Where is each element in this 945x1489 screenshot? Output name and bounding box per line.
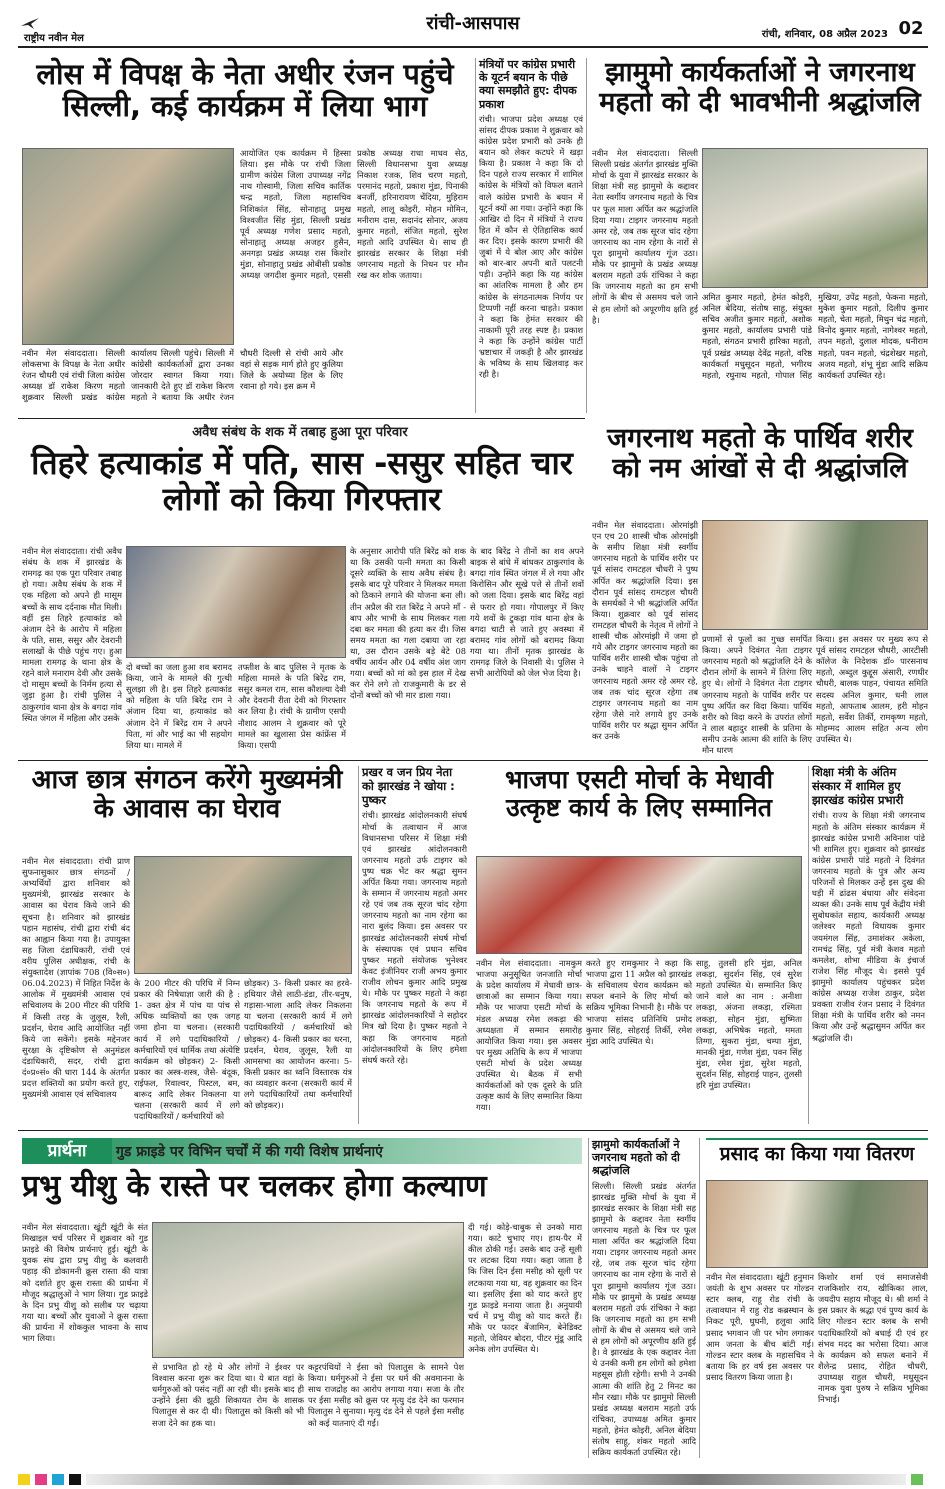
photo-jmm-tribute xyxy=(702,148,928,288)
story9-frame xyxy=(808,766,928,1124)
story-adhir-body: आयोजित एक कार्यक्रम में हिस्सा लिया। इस मौके पर रांची जिला ग्रामीण कांग्रेस जिला उपाध्यक्ष नगेंद्र नाथ गोस्वामी, जिला सचिव कार्तिक चन्द्र महतो, जिला महासचिव निशिकांत सिंह, सोनाहातु प्रमुख विश्वजीत सिंह मुंडा, सिल्ली प्रखंड पूर्व अध्यक्ष गणेश प्रसाद महतो, सोनाहातु अध्यक्ष अजहर हुसैन, अनगड़ा प्रखंड अध्यक्ष रास किशोर मुंडा, सोनाहातु प्रखंड ओबीसी प्रकोष्ठ अध्यक्ष जगदीश कुमार महतो, एससी प्रकोष्ठ अध्यक्ष राधा माधव सेठ, सिल्ली विधानसभा युवा अध्यक्ष निकाश रजक, शिव चरण महतो, परमानंद महतो, प्रकाश मुंडा, पिनाकी बनर्जी, हरिनारायण चेंदिया, मुहिराम महतो, लालू कोइरी, मोहन मोमिन, मनीराम दास, सदानंद सोनार, अजय कुमार महतो, संजित महतो, सुरेश महतो आदि उपस्थित थे। साथ ही झारखंड सरकार के शिक्षा मंत्री जगरनाथ महतो के निधन पर मौन रख कर शोक जताया। xyxy=(240,148,468,281)
bird-logo-icon xyxy=(20,16,40,30)
page-number: 02 xyxy=(898,18,924,39)
prayer-tag: प्रार्थना xyxy=(22,1138,112,1164)
color-bar-magenta xyxy=(35,1474,47,1485)
color-bar-yellow xyxy=(18,1474,30,1485)
photo-prasad-distribution xyxy=(706,1180,928,1268)
story2-frame xyxy=(475,58,587,413)
story-jmm-body: नवीन मेल संवाददाता। सिल्ली सिल्ली प्रखंड अंतर्गत झारखंड मुक्ति मोर्चा के युवा में झारखंड सरकार के शिक्षा मंत्री सह झामुमो के कद्दावर नेता स्वर्गीय जगरनाथ महतो के चित्र पर फूल माला अर्पित कर श्रद्धांजलि दिया गया। टाइगर जगरनाथ महतो अमर रहे, जब तक सूरज चांद रहेगा जगरनाथ का नाम रहेगा के नारों से पूरा झामुमो कार्यालय गूंज उठा। मौके पर झामुमो के प्रखंड अध्यक्ष बलराम महतो उर्फ रांचिका ने कहा कि जगरनाथ महतो का हम सभी लोगों के बीच से असमय चले जाने से हम लोगों को अपूरणीय क्षति हुई है। xyxy=(592,148,698,325)
dateline: रांची, शनिवार, 08 अप्रैल 2023 xyxy=(761,29,888,40)
color-bar-black xyxy=(69,1474,81,1485)
kicker-triple-murder: अवैध संबंध के शक में तबाह हुआ पूरा परिवार xyxy=(192,425,408,440)
story-gf-col2: से प्रभावित हो रहे थे और लोगों ने ईश्वर पर विश्वास करना शुरू कर दिया था। ये बात वहां के धर्मगुरुओं को पसंद नहीं आ रही थी। इसके बाद ही उन्होंने ईसा की झूठी शिकायत रोम के शासक पिलातुस से कर दी थी। पिलातुस को किसी को भी सजा देने का हक था। xyxy=(152,1362,304,1428)
headline-bjp-st-morcha: भाजपा एसटी मोर्चा के मेधावी उत्कृष्ट कार्य के लिए सम्मानित xyxy=(504,765,774,822)
footer-color-strip xyxy=(18,1470,928,1482)
story-murder-col2: दो बच्चों का जला हुआ शव बरामद किया, जाने के मामले की गुत्थी सुलझा ली है। इस तिहरे हत्याकांड को महिला के पति बिरेंद्र राम ने अंजाम दिया था, हत्याकांड को अंजाम देने में बिरेंद्र राम ने अपने पिता, मां और भाई का भी सहयोग लिया था। मामले में xyxy=(126,662,232,750)
story-deepak-body: रांची। भाजपा प्रदेश अध्यक्ष एवं सांसद दीपक प्रकाश ने शुक्रवार को कांग्रेस प्रदेश प्रभारी को उनके ही बयान को लेकर कटघरे में खड़ा किया है। प्रकाश ने कहा कि दो दिन पहले राज्य सरकार में शामिल कांग्रेस के मंत्रियों को विफल बताने वाले कांग्रेस प्रभारी के बयान में यूटर्न क्यों आ गया। उन्होंने कहा कि आखिर दो दिन में मंत्रियों ने राज्य हित में कौन से ऐतिहासिक कार्य कर दिए। इसके कारण प्रभारी की जुबां में ये बोल आए और कांग्रेस को बार-बार अपनी बातें पलटनी पड़ी। उन्होंने कहा कि यह कांग्रेस का आंतरिक मामला है और हम कांग्रेस के संगठनात्मक निर्णय पर टिप्पणी नहीं करना चाहते। प्रकाश ने कहा कि हेमंत सरकार की नाकामी पूरी तरह स्पष्ट है। प्रकाश ने कहा कि उन्होंने कांग्रेस पार्टी भ्रष्टाचार में जकड़ी है और झारखंड के भविष्य के साथ खिलवाड़ कर रही है। xyxy=(479,113,583,380)
story-mortal-col3: किया। इस अवसर पर मुख्य रूप से पूर्व सांसद रामटहल चौधरी, आरटीसी कॉलेज के निदेशक डॉ० पारसनाथ महतो, अब्दुल कुद्दूस अंसारी, रणधीर चौधरी, बालक पाहन, पंचायत समिति सदस्य अनिल कुमार, धनी लाल महतो, आफताब आलम, हरी मोहन महतो, सर्वेश तिर्की, रामकृष्ण महतो, मोहम्मद आलम सहित अन्य लोग उपस्थित थे। xyxy=(816,634,928,744)
divider-1 xyxy=(18,418,585,419)
masthead-rule xyxy=(18,46,928,48)
photo-murder-accused xyxy=(126,546,346,658)
headline-mortal-remains: जगरनाथ महतो के पार्थिव शरीर को नम आंखों से दी श्रद्धांजलि xyxy=(607,423,913,485)
photo-gherao-street xyxy=(134,856,352,974)
photo-good-friday xyxy=(152,1222,464,1358)
kicker-good-friday: गुड फ्राइडे पर विभिन चर्चों में की गयी विशेष प्रार्थनाएं xyxy=(116,1144,383,1160)
headline-jmm-silli: झामुमो कार्यकर्ताओं ने जगरनाथ महतो को दी श्रद्धांजलि xyxy=(592,1138,680,1178)
story-bjp-col1: नवीन मेल संवाददाता। नामकुम भाजपा अनुसूचित जनजाति मोर्चा के प्रदेश कार्यालय में मेधावी छात्र-छात्राओं का सम्मान किया गया। मौके पर भाजपा एसटी मोर्चा के मंडल अध्यक्ष रमेश लकड़ा की अध्यक्षता में सम्मान समारोह आयोजित किया गया। इस अवसर पर मुख्य अतिथि के रूप में भाजपा एसटी मोर्चा के प्रदेश अध्यक्ष उपस्थित थे। बैठक में सभी कार्यकर्ताओं को एक दूसरे के प्रति उत्कृष्ट कार्य के लिए सम्मानित किया गया। xyxy=(476,958,582,1113)
headline-pushkar: प्रखर व जन प्रिय नेता को झारखंड ने खोया : पुष्कर xyxy=(362,765,455,807)
story-gf-col4: दी गई। कोड़े-चाबुक से उनको मारा गया। काटे चुभाए गए। हाथ-पैर में कील ठोकी गई। उसके बाद उन्हें सूली पर लटका दिया गया। कहा जाता है कि जिस दिन ईसा मसीह को सूली पर लटकाया गया था, वह शुक्रवार का दिन था। इसलिए ईसा को याद करते हुए गुड फ्राइडे मनाया जाता है। अनुयायी चर्च में प्रभु यीशु को याद करते हैं। मौके पर फादर बेंजामिन, बेनेडिक्ट महतो, जेवियर बोदरा, पीटर मुंडू आदि अनेक लोग उपस्थित थे। xyxy=(468,1222,582,1355)
story-murder-col4: के अनुसार आरोपी पति बिरेंद्र को शक था कि उसकी पत्नी ममता का किसी दूसरे व्यक्ति के साथ अवैध संबंध है। इसके बाद पूरे परिवार ने मिलकर ममता को ठिकाने लगाने की योजना बना ली। तीन अप्रैल की रात बिरेंद्र ने अपने माँ - बाप और भाभी के साथ मिलकर गला दबा कर ममता की हत्या कर दी। जिस समय ममता का गला दबाया जा रहा था, उस दौरान उसके बड़े बेटे 08 वर्षीय आर्यन और 04 वर्षीय अंश जाग गया। बच्चों को मां को इस हाल में देख कर रोने लगे तो राजकुमारी के डर से दोनों बच्चों को भी मार डाला गया। xyxy=(350,546,466,701)
photo-adhir-ranjan xyxy=(22,148,234,345)
story11-frame xyxy=(588,1138,700,1458)
section-title: रांची-आसपास xyxy=(426,13,520,34)
story-pushkar-body: रांची। झारखंड आंदोलनकारी संघर्ष मोर्चा के तत्वाधान में आज विधानसभा परिसर में शिक्षा मंत्री एवं झारखंड आंदोलनकारी जगरनाथ महतो उर्फ टाइगर को पुष्प चक्र भेंट कर श्रद्धा सुमन अर्पित किया गया। जगरनाथ महतो के सम्मान में जगरनाथ महतो अमर रहे एवं जब तक सूरज चांद रहेगा जगरनाथ महतो का नाम रहेगा का नारा बुलंद किया। इस अवसर पर झारखंड आंदोलनकारी संघर्ष मोर्चा के संस्थापक एवं प्रधान सचिव पुष्कर महतो संयोजक भुनेश्वर केवट इंजीनियर राजी अभय कुमार राजीव लोचन कुमार आदि प्रमुख थे। मौके पर पुष्कर महतो ने कहा कि जगरनाथ महतो के रूप में झारखंड आंदोलनकारियों ने सहोदर मित्र खो दिया है। पुष्कर महतो ने कहा कि जगरनाथ महतो आंदोलनकारियों के लिए हमेशा संघर्ष करते रहे। xyxy=(362,810,467,1065)
headline-prasad: प्रसाद का किया गया वितरण xyxy=(706,1138,928,1174)
story-bjp-col3: साहू, तुलसी हरि मुंडा, अनिल लकड़ा, सुदर्शन सिंह, एवं सुरेश महतो उपस्थित थे। सम्मानित किए जाने वाले का नाम : अनीशा लकड़ा, अंजना लकड़ा, रश्मिता लकड़ा, सोहन मुंडा, सुष्मिता लकड़ा, अभिषेक महतो, ममता तिग्गा, सुकरा मुंडा, चम्पा मुंडा, मानकी मुंडा, गणेश मुंडा, पवन सिंह मुंडा, रमेश मुंडा, सुरेश महतो, सुदर्शन सिंह, सोहराई पाहन, तुलसी हरि मुंडा उपस्थित। xyxy=(696,958,802,1091)
headline-good-friday: प्रभु यीशु के रास्ते पर चलकर होगा कल्याण xyxy=(22,1169,487,1204)
photo-mortal-remains xyxy=(702,520,928,630)
story-prasad-col2: किशोर शर्मा एवं समाजसेवी राजकिशोर राय, खीकिका लाल, जयदीप सहाय मौजूद थे। श्री शर्मा ने इस प्रकार के श्रद्धा एवं पुण्य कार्य के लिए गोल्डन स्टार क्लब के सभी पदाधिकारियों को बधाई दी एवं हर संभव मदद का भरोसा दिया। आज के कार्यक्रम को सफल बनाने में शैलेन्द्र प्रसाद, रोहित चौधरी, उपाध्यक्ष राहुल चौधरी, मधुसूदन नामक युवा पुरुष ने सक्रिय भूमिका निभाई। xyxy=(818,1272,928,1405)
headline-deepak-prakash: मंत्रियों पर कांग्रेस प्रभारी के यूटर्न बयान के पीछे क्या समझौते हुए: दीपक प्रकाश xyxy=(479,58,577,111)
story-bjp-col2: करते हुए रामकुमार ने कहा कि भाजपा द्वारा 11 अप्रैल को झारखंड के सचिवालय घेराव कार्यक्रम को सफल बनाने के लिए मोर्चा को सक्रिय भूमिका निभानी है। मौके पर भाजपा सांसद प्रतिनिधि प्रमोद कुमार सिंह, सोहराई तिर्की, रमेश मुंडा आदि उपस्थित थे। xyxy=(586,958,692,1046)
story-mortal-col2: प्रणामों से फूलों का गुच्छ समर्पित किया। अपने दिवंगत नेता टाइगर जगरनाथ महतो को श्रद्धांजलि देने के दौरान लोगों के सामने में तिरंगा लिए हुए थे। लोगों ने दिवंगत नेता टाइगर जगरनाथ महतो के पार्थिव शरीर पर पुष्प अर्पित कर विदा किया। पार्थिव शरीर को विदा करने के उपरांत लोगों ने लाल बहादुर शास्त्री के प्रतिमा के समीप उनके आत्मा की शांति के लिए मौन धारण xyxy=(702,634,812,756)
divider-2 xyxy=(18,760,928,761)
story-murder-col3: तफ्तीश के बाद पुलिस ने मृतक के महिला मामले के पति बिरेंद्र राम, ससुर कमल राम, सास कौशल्या देवी और देवरानी रीता देवी को गिरफ्तार कर लिया है। रांची के ग्रामीण एसपी नौशाद आलम ने शुक्रवार को पूरे मामले का खुलासा प्रेस कांफ्रेंस में किया। एसपी xyxy=(238,662,346,750)
story-gherao-col2: के 200 मीटर की परिधि में निम्न प्रकार की निषेधाज्ञा जारी की है : 1- उक्त क्षेत्र में पांच या पांच से अधिक व्यक्तियों का एक जगह जमा होना या चलना। (सरकारी कार्य में लगे पदाधिकारियों / कर्मचारियों एवं धार्मिक तथा अंत्येष्टि कार्यक्रम को छोड़कर) 2- किसी प्रकार का अस्त्र-शस्त्र, जैसे- बंदूक, राईफल, रिवाल्वर, पिस्टल, बम, बारूद आदि लेकर निकलना या चलना (सरकारी कार्य में लगे पदाधिकारियों / कर्मचारियों को xyxy=(134,978,240,1122)
story-jmm-caption: अमित कुमार महतो, हेमंत कोइरी, अनिल बेदिया, संतोष साहू, संयुक्त सचिव अजीत कुमार महतो, अशोक कुमार महतो, कार्यालय प्रभारी पांडे महतो, संगठन प्रभारी हारिका महतो, पूर्व प्रखंड अध्यक्ष देवेंद्र महतो, वरिष्ठ कार्यकर्ता मधुसूदन महतो, भगीरथ महतो, रघुनाथ महतो, गोपाल सिंह मुखिया, उपेंद्र महतो, फेकना महतो, मुकेश कुमार महतो, दिलीप कुमार महतो, चेता महतो, मिथुन चंद्र महतो, विनोद कुमार महतो, नागेश्वर महतो, तपन महतो, दुलाल मोदक, धनीराम महतो, पवन महतो, चंद्रशेखर महतो, अजय महतो, शंभू मुंडा आदि सक्रिय कार्यकर्ता उपस्थित रहे। xyxy=(702,292,928,380)
story-gf-col1: नवीन मेल संवाददाता। खूंटी खूंटी के संत मिखाइल चर्च परिसर में शुक्रवार को गुड फ्राइडे की विशेष प्रार्थनाएं हुई। खूंटी के युवक संघ द्वारा प्रभु यीशु के कलवारी पहाड़ की डोकामनी क्रूस रास्ता की यात्रा को दर्शाते हुए क्रूस रास्ता की प्रार्थना में मौजूद श्रद्धालुओं ने भाग लिया। गुड फ्राइडे के दिन प्रभु यीशु को सलीब पर चढ़ाया गया था। बच्चों और युवाओं ने क्रूस रास्ता की प्रार्थना में शोककुल भावना के साथ भाग लिया। xyxy=(22,1222,148,1344)
divider-3 xyxy=(18,1130,928,1131)
story-murder-col5: के बाद बिरेंद्र ने तीनों का शव अपने बाइक से बांधे में बांधकर ठाकुरगांव के बगदा गांव स्थित जंगल में ले गया और किरोसिन और सूखे पत्ते से तीनों शवों को जला दिया। इसके बाद बिरेंद्र वहां से फरार हो गया। गोपालपुर में किए गये शवों के टुकड़ा गांव थाना क्षेत्र के बगदा चाटी से जाते हुए अवस्था में बरामद गांव लोगों को बरामद किया गया था। तीनों मृतक झारखंड के रामगढ़ जिले के निवासी थे। पुलिस ने सभी आरोपियों को जेल भेज दिया है। xyxy=(470,546,584,679)
story-prasad-col1: नवीन मेल संवाददाता। खूंटी हनुमान जयंती के शुभ अवसर पर गोल्डन स्टार क्लब, राहू रोड रांची के तत्वावधान में राहु रोड कब्रस्थान के निकट पूरी, घुघनी, हलुवा आदि प्रसाद भगवान जी पर भोग लगाकर आम जनता के बीच बांटी गई। गोल्डन स्टार क्लब के महासचिव ने बताया कि हर वर्ष इस अवसर पर प्रसाद वितरण किया जाता है। xyxy=(706,1272,814,1382)
headline-triple-murder: तिहरे हत्याकांड में पति, सास -ससुर सहित चार लोगों को किया गिरफ्तार xyxy=(31,444,573,518)
headline-students-gherao: आज छात्र संगठन करेंगे मुख्यमंत्री के आवास का घेराव xyxy=(31,765,343,825)
story-jmm-silli-body: सिल्ली। सिल्ली प्रखंड अंतर्गत झारखंड मुक्ति मोर्चा के युवा में झारखंड सरकार के शिक्षा मंत्री सह झामुमो के कद्दावर नेता स्वर्गीय जगरनाथ महतो के चित्र पर फूल माला अर्पित कर श्रद्धांजलि दिया गया। टाइगर जगरनाथ महतो अमर रहे, जब तक सूरज चांद रहेगा जगरनाथ का नाम रहेगा के नारों से पूरा झामुमो कार्यालय गूंज उठा। मौके पर झामुमो के प्रखंड अध्यक्ष बलराम महतो उर्फ रांचिका ने कहा कि जगरनाथ महतो का हम सभी लोगों के बीच से असमय चले जाने से हम लोगों को अपूरणीय क्षति हुई है। वे झारखंड के एक कद्दावर नेता थे उनकी कमी हम लोगों को हमेशा महसूस होती रहेगी। सभी ने उनकी आत्मा की शांति हेतु 2 मिनट का मौन रखा। मौके पर झामुमो सिल्ली प्रखंड अध्यक्ष बलराम महतो उर्फ रांचिका, उपाध्यक्ष अमित कुमार महतो, हेमंत कोइरी, अनिल बेदिया संतोष साहू, शंकर महतो आदि सक्रिय कार्यकर्ता उपस्थित रहे। xyxy=(592,1180,696,1458)
story-mortal-col1: नवीन मेल संवाददाता। ओरमांझी एन एच 20 शास्त्री चौक ओरमांझी के समीप शिक्षा मंत्री स्वर्गीय जगरनाथ महतो के पार्थिव शरीर पर पूर्व सांसद रामटहल चौधरी ने पुष्प अर्पित कर श्रद्धांजलि दिया। इस दौरान पूर्व सांसद रामटहल चौधरी के समर्थकों ने भी श्रद्धांजलि अर्पित किया। शुक्रवार को पूर्व सांसद रामटहल चौधरी के नेतृत्व में लोगों ने शास्त्री चौक ओरमांझी में जमा हो गये और टाइगर जगरनाथ महतो का पार्थिव शरीर शास्त्री चौक पहुंचा तो उनके चाहने वालों ने टाइगर जगरनाथ महतो अमर रहे अमर रहे, जब तक चांद सूरज रहेगा तब टाइगर जगरनाथ महतो का नाम रहेगा जैसे नारे लगाये हुए उनके पार्थिव शरीर पर श्रद्धा सुमन अर्पित कर उनके xyxy=(592,520,698,742)
color-bar-green xyxy=(911,1474,923,1485)
masthead xyxy=(18,14,928,44)
story-adhir-caption: नवीन मेल संवाददाता। सिल्ली लोकसभा के विपक्ष के नेता अधीर रंजन चौधरी एवं रांची जिला कांग्रेस अध्यक्ष डॉ राकेश किरण महतो शुक्रवार सिल्ली प्रखंड कांग्रेस कार्यालय सिल्ली पहुंचे। सिल्ली में कांग्रेसी कार्यकर्ताओं द्वारा उनका जोरदार स्वागत किया गया। जानकारी देते हुए डॉ राकेश किरण महतो ने बताया कि अधीर रंजन चौधरी दिल्ली से रांची आये और वहां से सड़क मार्ग होते हुए कुलिया जिले के अयोध्या हिल के लिए रवाना हो गये। इस क्रम में xyxy=(22,348,343,403)
story7-frame xyxy=(358,766,470,1124)
story-gf-col3: कट्टरपंथियों ने ईसा को पिलातुस के सामने पेश किया। धर्मगुरुओं ने ईसा पर धर्म की अवमानना के साथ राजद्रोह का आरोप लगाया गया। सजा के तौर पर ईसा मसीह को क्रूस पर मृत्यु दंड देने का फरमान पिलातुस ने सुनाया। मृत्यु दंड देने से पहले ईसा मसीह को कई यातनाएं दी गईं। xyxy=(308,1362,464,1428)
story-congress-body: रांची। राज्य के शिक्षा मंत्री जगरनाथ महतो के अंतिम संस्कार कार्यक्रम में झारखंड कांग्रेस प्रभारी अविनाश पांडे भी शामिल हुए। शुक्रवार को झारखंड कांग्रेस प्रभारी पांडे महतो ने दिवंगत जगरनाथ महतो के पुत्र और अन्य परिजनों से मिलकर उन्हें इस दुख की घड़ी में ढांढस बंधाया और संवेदना व्यक्त की। उनके साथ पूर्व केंद्रीय मंत्री सुबोधकांत सहाय, कार्यकारी अध्यक्ष जलेश्वर महतो विधायक कुमार जयमंगल सिंह, उमाशंकर अकेला, रामचंद्र सिंह, पूर्व मंत्री केशव महतो कमलेश, शोभा मीडिया के इंचार्ज राजेश सिंह मौजूद थे। इससे पूर्व झामुमो कार्यालय पहुंचकर प्रदेश कांग्रेस अध्यक्ष राजेश ठाकुर, प्रदेश प्रवक्ता राजीव रंजन प्रसाद ने दिवंगत शिक्षा मंत्री के पार्थिव शरीर को नमन किया और उन्हें श्रद्धासुमन अर्पित कर श्रद्धांजलि दी। xyxy=(812,810,925,1043)
story-gherao-col1: नवीन मेल संवाददाता। रांची प्राण सुफनासुकार छात्र संगठनों / अभ्यर्थियों द्वारा शनिवार को मुख्यमंत्री, झारखंड सरकार के आवास का घेराव किये जाने की सूचना है। शनिवार को झारखंड पहान महासंघ, रांची द्वारा रांची बंद का आह्वान किया गया है। उपायुक्त सह जिला दंडाधिकारी, रांची एवं वरीय पुलिस अधीक्षक, रांची के संयुक्तादेश (ज्ञापांक 708 (वि०स०) 06.04.2023) में निहित निर्देश के आलोक में मुख्यमंत्री आवास एवं सचिवालय के 200 मीटर की परिधि में किसी तरह के जुलूस, रैली, प्रदर्शन, घेराव आदि आयोजित नहीं किये जा सकेंगे। इसके मद्देनजर सुरक्षा के दृष्टिकोण से अनुमंडल दंडाधिकारी, सदर, रांची द्वारा दं०प्र०सं० की धारा 144 के अंतर्गत प्रदत्त शक्तियों का प्रयोग करते हुए, मुख्यमंत्री आवास एवं सचिवालय xyxy=(22,856,130,1100)
paper-name: राष्ट्रीय नवीन मेल xyxy=(24,33,84,44)
photo-bjp-felicitation xyxy=(476,856,802,954)
story-gherao-col3: छोड़कर) 3- किसी प्रकार का हरवे-हथियार जैसे लाठी-डंडा, तीर-धनुष, गड़ासा-भाला आदि लेकर निकलना या चलना (सरकारी कार्य में लगे पदाधिकारियों / कर्मचारियों को छोड़कर) 4- किसी प्रकार का धरना, प्रदर्शन, घेराव, जुलूस, रैली या आमसभा का आयोजन करना। 5- किसी प्रकार का ध्वनि विस्तारक यंत्र का व्यवहार करना (सरकारी कार्य में लगे पदाधिकारियों तथा कर्मचारियों को छोड़कर)। xyxy=(244,978,352,1111)
headline-adhir-ranjan: लोस में विपक्ष के नेता अधीर रंजन पहुंचे सिल्ली, कई कार्यक्रम में लिया भाग xyxy=(36,57,454,124)
color-bar-gray-scale xyxy=(86,1474,906,1485)
headline-congress-incharge: शिक्षा मंत्री के अंतिम संस्कार में शामिल हुए झारखंड कांग्रेस प्रभारी xyxy=(812,765,904,807)
story-murder-col1: नवीन मेल संवाददाता। रांची अवैध संबंध के शक में झारखंड के रामगढ़ का एक पूरा परिवार तबाह हो गया। अवैध संबंध के शक में एक महिला को अपने ही मासूम बच्चों के साथ दर्दनाक मौत मिली। वहीं इस तिहरे हत्याकांड को अंजाम देने के आरोप में महिला के पति, सास, ससुर और देवरानी सलाखों के पीछे पहुंच गए। हुआ मामला रामगढ़ के थाना क्षेत्र के रहने वाले मनाराम देवी और उसके दो मासूम बच्चों के निर्मम हत्या से जुड़ा हुआ है। रांची पुलिस ने ठाकुरगांव थाना क्षेत्र के बगदा गांव स्थित जंगल में महिला और उसके xyxy=(22,546,122,723)
headline-jmm-tribute: झामुमो कार्यकर्ताओं ने जगरनाथ महतो को दी भावभीनी श्रद्धांजलि xyxy=(599,57,921,119)
color-bar-cyan xyxy=(52,1474,64,1485)
